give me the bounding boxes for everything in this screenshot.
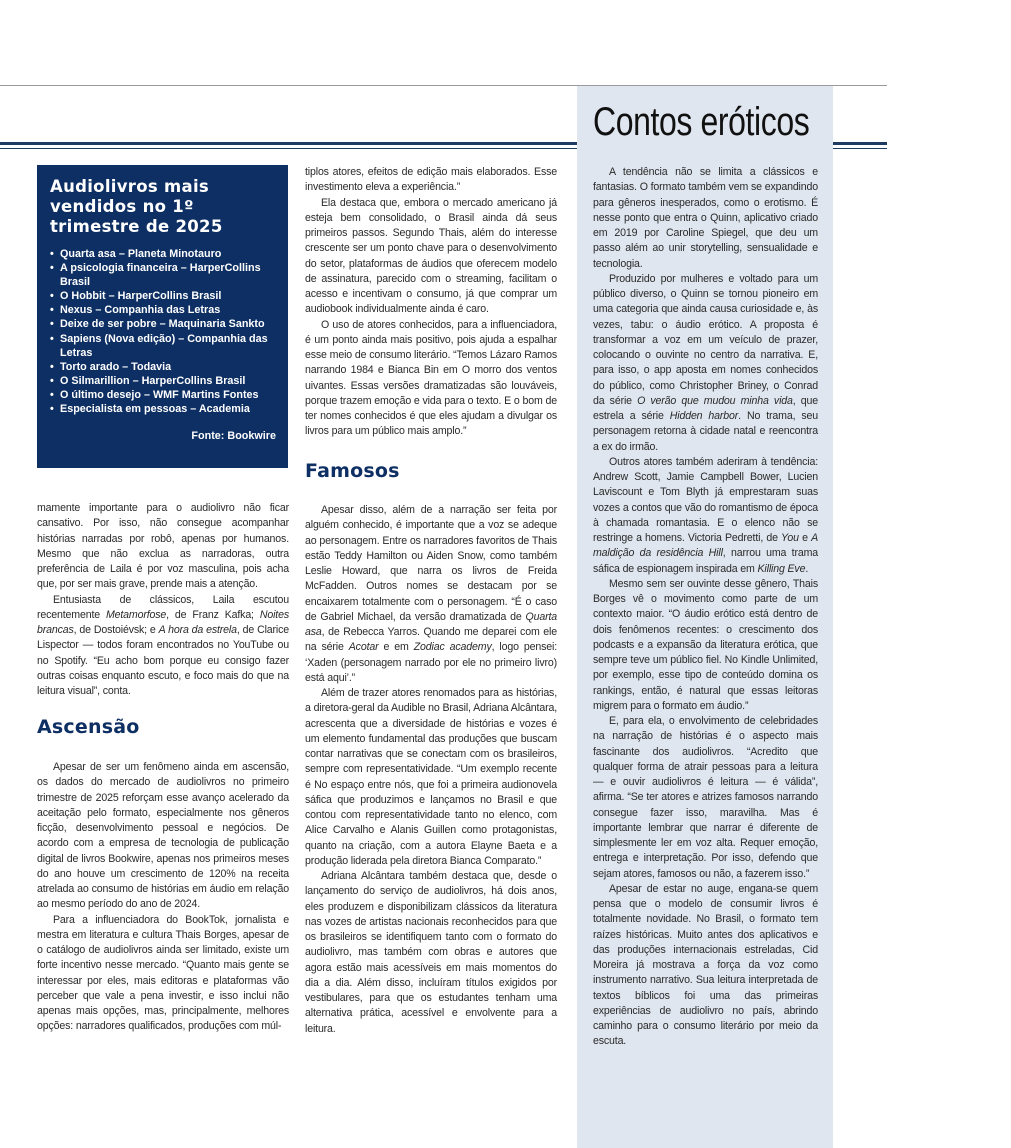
title-italic: You — [781, 532, 799, 544]
paragraph — [593, 882, 818, 1050]
text-run: Entusiasta de clássicos, Laila escutou recentemente — [37, 593, 289, 621]
paragraph — [37, 501, 289, 593]
sidebar-title: Contos eróticos — [593, 100, 810, 144]
header-rule-left — [0, 142, 577, 145]
bestseller-item: • Torto arado – Todavia — [50, 360, 276, 374]
text-run: , que estrela a série — [593, 394, 818, 422]
text-run: mamente importante para o audiolivro não ficar cansativo. Por isso, não consegue acompanhar histórias narradas por robô, apenas por humanos. Mesmo que não exclua as narradoras, outra preferência de Laila é por voz masculina, pois acha que, por ser mais grave, prende mais a atenção. — [37, 502, 289, 591]
text-run: , de Rebecca Yarros. Quando me deparei com ele na série — [305, 626, 557, 654]
bestseller-item: • Nexus – Companhia das Letras — [50, 303, 276, 317]
text-run: , de Dostoiévsk; e — [73, 624, 159, 636]
text-run: e — [798, 532, 812, 544]
paragraph — [305, 196, 557, 318]
bestseller-item: • O último desejo – WMF Martins Fontes — [50, 388, 276, 402]
text-run: . No trama, seu personagem retorna à cidade natal e reencontra a ex do irmão. — [593, 410, 819, 453]
text-run: Adriana Alcântara também destaca que, desde o lançamento do serviço de audiolivros, há dois anos, eles produzem e disponibilizam clássicos da literatura nas vozes de artistas nacionais reconhecidos para que os brasileiros se identifiquem tanto com o formato do audiolivro, mas também com obras e autores que agora estão mais acessíveis em mais momentos do dia a dia. Além disso, incluíram títulos exigidos por vestibulares, para que os estudantes tenham uma alternativa prática, acessível e envolvente para a leitura. — [305, 870, 557, 1035]
title-italic: Hidden harbor — [669, 410, 739, 422]
title-italic: Noites brancas — [37, 608, 289, 636]
paragraph — [593, 714, 818, 882]
header-rule-right-thin — [833, 148, 887, 149]
title-italic: Zodiac academy — [413, 641, 492, 654]
title-italic: O verão que mudou minha vida — [637, 394, 793, 407]
bestseller-item: • O Silmarillion – HarperCollins Brasil — [50, 374, 276, 388]
text-run: Produzido por mulheres e voltado para um público diverso, o Quinn se tornou pioneiro em uma categoria que ainda causa curiosidade e, às vezes, tabu: o áudio erótico. A proposta é transformar a voz em um veículo de prazer, colocando o ouvinte no centro da narrativa. E, para isso, o app aposta em nomes conhecidos do público, como Christopher Briney, o Conrad da série — [593, 272, 818, 407]
paragraph — [593, 577, 818, 714]
header-rule-right — [833, 142, 887, 145]
text-run: A tendência não se limita a clássicos e fantasias. O formato também vem se expandindo para gêneros inesperados, como o erotismo. É nesse ponto que entra o Quinn, aplicativo criado em 2019 por Caroline Spiegel, que deu um passo além ao unir storytelling, sensualidade e tecnologia. — [593, 166, 818, 270]
text-run: Ela destaca que, embora o mercado americano já esteja bem consolidado, o Brasil ainda dá seus primeiros passos. Segundo Thais, além do interesse crescente ser um ponto chave para o desenvolvimento do setor, plataformas de áudios que oferecem modelo de assinatura, parecido com o streaming, facilitam o acesso e incentivam o consumo, já que comprar um audiobook individualmente ainda é caro. — [305, 196, 557, 316]
title-italic: A maldição da residência Hill — [593, 532, 818, 560]
text-run: , de Clarice Lispector — todos foram encontrados no YouTube ou no Spotify. “Eu acho bom porque eu consigo fazer outras coisas enquanto escuto, e foco mais do que na leitura visual”, conta. — [37, 624, 289, 697]
paragraph — [37, 913, 289, 1035]
column-2-section — [305, 460, 557, 482]
text-run: , narrou uma trama sáfica de espionagem inspirada em — [593, 547, 818, 575]
bestseller-item: • A psicologia financeira – HarperCollins Brasil — [50, 261, 276, 289]
text-run: , logo pensei: ‘Xaden (personagem narrado por ele no primeiro livro) está aqui’.” — [305, 641, 557, 684]
bestseller-item: • Quarta asa – Planeta Minotauro — [50, 247, 276, 261]
text-run: O uso de atores conhecidos, para a influenciadora, é um ponto ainda mais positivo, pois ajuda a espalhar esse meio de consumo literário. “Temos Lázaro Ramos narrando 1984 e Bianca Bin em O morro dos ventos uivantes. Essas versões dramatizadas são louváveis, porque trazem emoção e vida para o texto. E o bom de ter nomes conhecidos é que eles ajudam a divulgar os livros para um público mais amplo.” — [305, 318, 557, 438]
text-run: Além de trazer atores renomados para as histórias, a diretora-geral da Audible no Brasil, Adriana Alcântara, acrescenta que a diversidade de histórias e vozes é um elemento fundamental das produções que buscam contar narrativas que se conectam com os brasileiros, sempre com representatividade. “Um exemplo recente é No espaço entre nós, que foi a primeira audionovela sáfica que produzimos e lançamos no Brasil e que contou com representatividade tanto no elenco, com Alice Carvalho e Alanis Guillen como protagonistas, quanto na criação, com a autora Elayne Baeta e a produção liderada pela diretora Bianca Comparato.” — [305, 687, 557, 867]
column-1-bottom — [37, 760, 289, 1035]
paragraph — [37, 760, 289, 913]
header-rule-left-thin — [0, 148, 577, 149]
bestseller-item: • Sapiens (Nova edição) – Companhia das Letras — [50, 332, 276, 360]
text-run: , de Franz Kafka; — [166, 608, 260, 621]
text-run: Apesar de estar no auge, engana-se quem pensa que o modelo de consumir livros é totalmente novidade. No Brasil, o formato tem raízes históricas. Muito antes dos aplicativos e das produções internacionais estreladas, Cid Moreira já mostrava a força da voz como instrumento narrativo. Sua leitura interpretada de textos bíblicos foi uma das primeiras experiências de audiolivro no país, abrindo caminho para o consumo literário por meio da escuta. — [593, 882, 818, 1048]
text-run: Para a influenciadora do BookTok, jornalista e mestra em literatura e cultura Thais Borges, apesar de o catálogo de audiolivros ainda ser limitado, existe um forte incentivo nesse mercado. “Quanto mais gente se interessar por eles, mais editoras e plataformas vão perceber que vale a pena investir, e isso inclui não apenas mais opções, mas, principalmente, melhores opções: narradores qualificados, produções com múl- — [37, 913, 289, 1033]
text-run: tiplos atores, efeitos de edição mais elaborados. Esse investimento eleva a experiência.” — [305, 166, 557, 194]
text-run: Outros atores também aderiram à tendência: Andrew Scott, Jamie Campbell Bower, Lucien Laviscount e Tom Blyth já emprestaram suas vozes a contos que vão do romantismo de época à chamada romantasia. E o elenco não se restringe a homens. Victoria Pedretti, de — [593, 455, 818, 544]
box-source: Fonte: Bookwire — [191, 430, 276, 443]
text-run: Mesmo sem ser ouvinte desse gênero, Thais Borges vê o movimento como parte de um contexto maior. “O áudio erótico está dentro de dois fenômenos recentes: o crescimento dos podcasts e a expansão da literatura erótica, que sempre teve um público fiel. No Kindle Unlimited, por exemplo, esse tipo de conteúdo domina os rankings, então, é natural que essas leitoras migrem para o formato em áudio.” — [593, 577, 818, 712]
paragraph — [305, 869, 557, 1037]
paragraph — [305, 686, 557, 869]
column-2-bottom — [305, 503, 557, 1037]
bestsellers-box — [37, 165, 288, 468]
column-1-section — [37, 716, 289, 738]
column-3 — [593, 165, 818, 1050]
title-italic: A hora da estrela — [158, 624, 237, 636]
paragraph — [37, 593, 289, 700]
box-title: Audiolivros mais vendidos no 1º trimestre de 2025 — [50, 177, 223, 236]
text-run: E, para ela, o envolvimento de celebridades na narração de histórias é o aspecto mais fascinante dos audiolivros. “Acredito que qualquer forma de atrair pessoas para a leitura — e ouvir audiolivros é leitura — é válida”, afirma. “Se ter atores e atrizes famosos narrando consegue fazer isso, maravilha. Mas é importante lembrar que narrar é diferente de simplesmente ler em voz alta. Requer emoção, entrega e interpretação. Por isso, defendo que sejam atores, famosos ou não, a fazerem isso.” — [593, 715, 818, 880]
heading-ascensao: Ascensão — [37, 716, 140, 738]
title-italic: Quarta asa — [305, 610, 557, 638]
title-italic: Killing Eve — [757, 562, 806, 575]
bestseller-item: • Especialista em pessoas – Academia — [50, 402, 276, 416]
paragraph — [593, 455, 818, 577]
column-2-top — [305, 165, 557, 440]
bestsellers-list — [50, 247, 276, 416]
text-run: Apesar disso, além de a narração ser feita por alguém conhecido, é importante que a voz se adeque ao personagem. Entre os narradores favoritos de Thais estão Teddy Hamilton ou Aiden Snow, como também Leslie Howard, que narra os livros de Freida McFadden. Outros nomes se destacam por se encaixarem totalmente com o personagem. “É o caso de Gabriel Michael, da versão dramatizada de — [305, 504, 557, 623]
bestseller-item: • O Hobbit – HarperCollins Brasil — [50, 289, 276, 303]
paragraph — [305, 318, 557, 440]
title-italic: Metamorfose — [105, 608, 167, 621]
text-run: Apesar de ser um fenômeno ainda em ascensão, os dados do mercado de audiolivros no primeiro trimestre de 2025 reforçam esse avanço acelerado da aceitação pelo formato, especialmente nos gêneros ficção, desenvolvimento pessoal e negócios. De acordo com a empresa de tecnologia de publicação digital de livros Bookwire, apenas nos primeiros meses do ano houve um crescimento de 120% na receita atrelada ao consumo de histórias em áudio em relação ao mesmo período do ano de 2024. — [37, 761, 289, 911]
column-1-top — [37, 501, 289, 699]
paragraph — [593, 165, 818, 272]
text-run: e em — [378, 641, 414, 654]
title-italic: Acotar — [348, 641, 379, 654]
paragraph — [593, 272, 818, 455]
paragraph — [305, 503, 557, 686]
heading-famosos: Famosos — [305, 460, 400, 482]
text-run: . — [805, 562, 809, 575]
bestseller-item: • Deixe de ser pobre – Maquinaria Sankto — [50, 317, 276, 331]
paragraph — [305, 165, 557, 196]
